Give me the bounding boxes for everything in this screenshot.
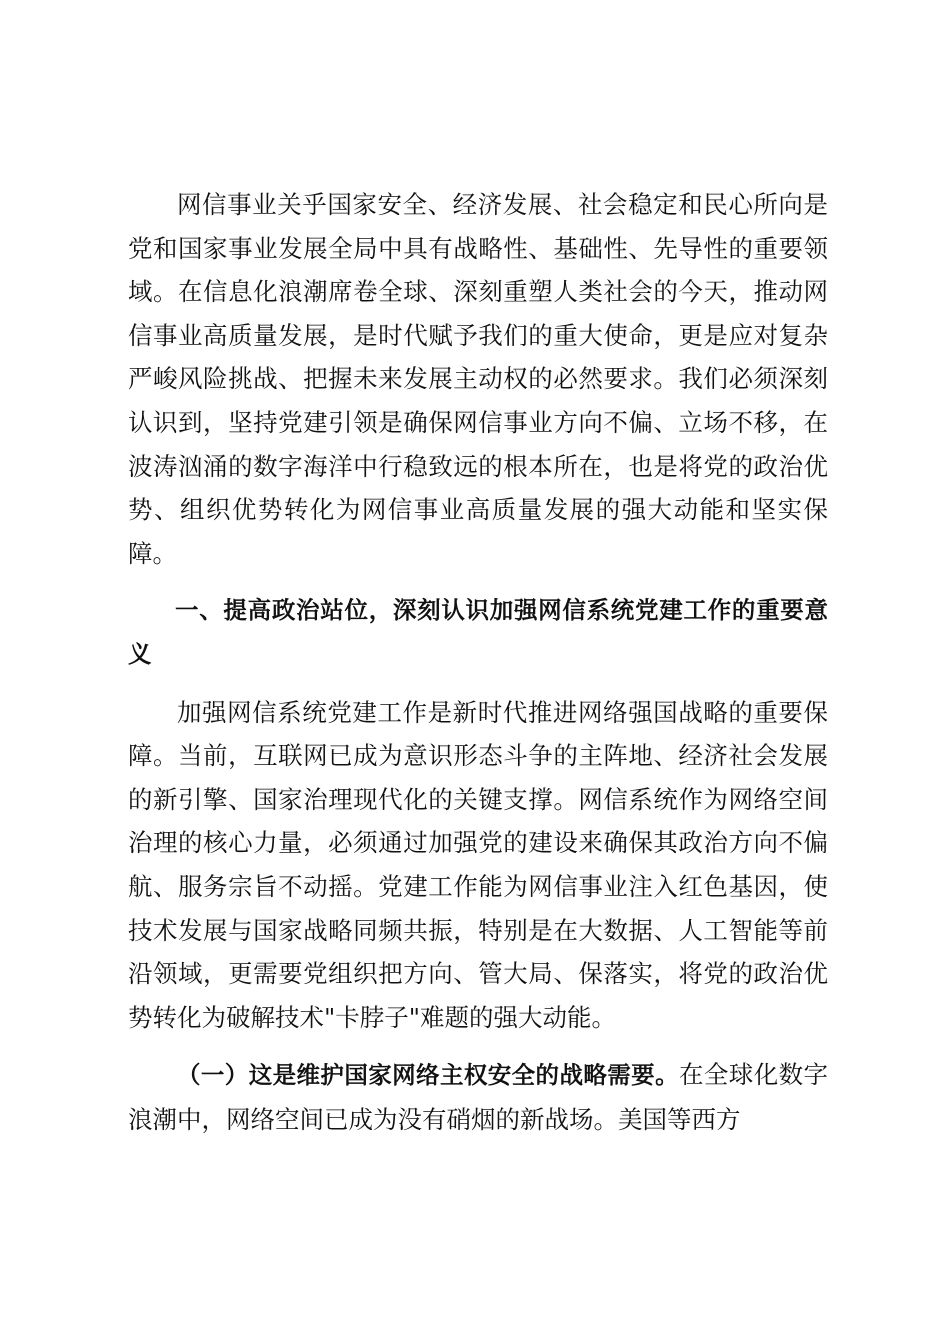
- subsection-text: 在全球化数字浪潮中，网络空间已成为没有硝烟的新战场。美国等西方: [128, 1060, 829, 1134]
- subsection-paragraph: [128, 1053, 828, 1141]
- body-paragraph: 加强网信系统党建工作是新时代推进网络强国战略的重要保障。当前，互联网已成为意识形态斗争的主阵地、经济社会发展的新引擎、国家治理现代化的关键支撑。网信系统作为网络空间治理的核心力量，必须通过加强党的建设来确保其政治方向不偏航、服务宗旨不动摇。党建工作能为网信事业注入红色基因，使技术发展与国家战略同频共振，特别是在大数据、人工智能等前沿领域，更需要党组织把方向、管大局、保落实，将党的政治优势转化为破解技术"卡脖子"难题的强大动能。: [128, 697, 828, 1032]
- section-heading: 一、提高政治站位，深刻认识加强网信系统党建工作的重要意义: [128, 596, 828, 668]
- document-body: [128, 183, 828, 1141]
- subsection-lead: （一）这是维护国家网络主权安全的战略需要。: [177, 1061, 679, 1090]
- intro-paragraph: 网信事业关乎国家安全、经济发展、社会稳定和民心所向是党和国家事业发展全局中具有战略性、基础性、先导性的重要领域。在信息化浪潮席卷全球、深刻重塑人类社会的今天，推动网信事业高质量发展，是时代赋予我们的重大使命，更是应对复杂严峻风险挑战、把握未来发展主动权的必然要求。我们必须深刻认识到，坚持党建引领是确保网信事业方向不偏、立场不移，在波涛汹涌的数字海洋中行稳致远的根本所在，也是将党的政治优势、组织优势转化为网信事业高质量发展的强大动能和坚实保障。: [128, 190, 828, 568]
